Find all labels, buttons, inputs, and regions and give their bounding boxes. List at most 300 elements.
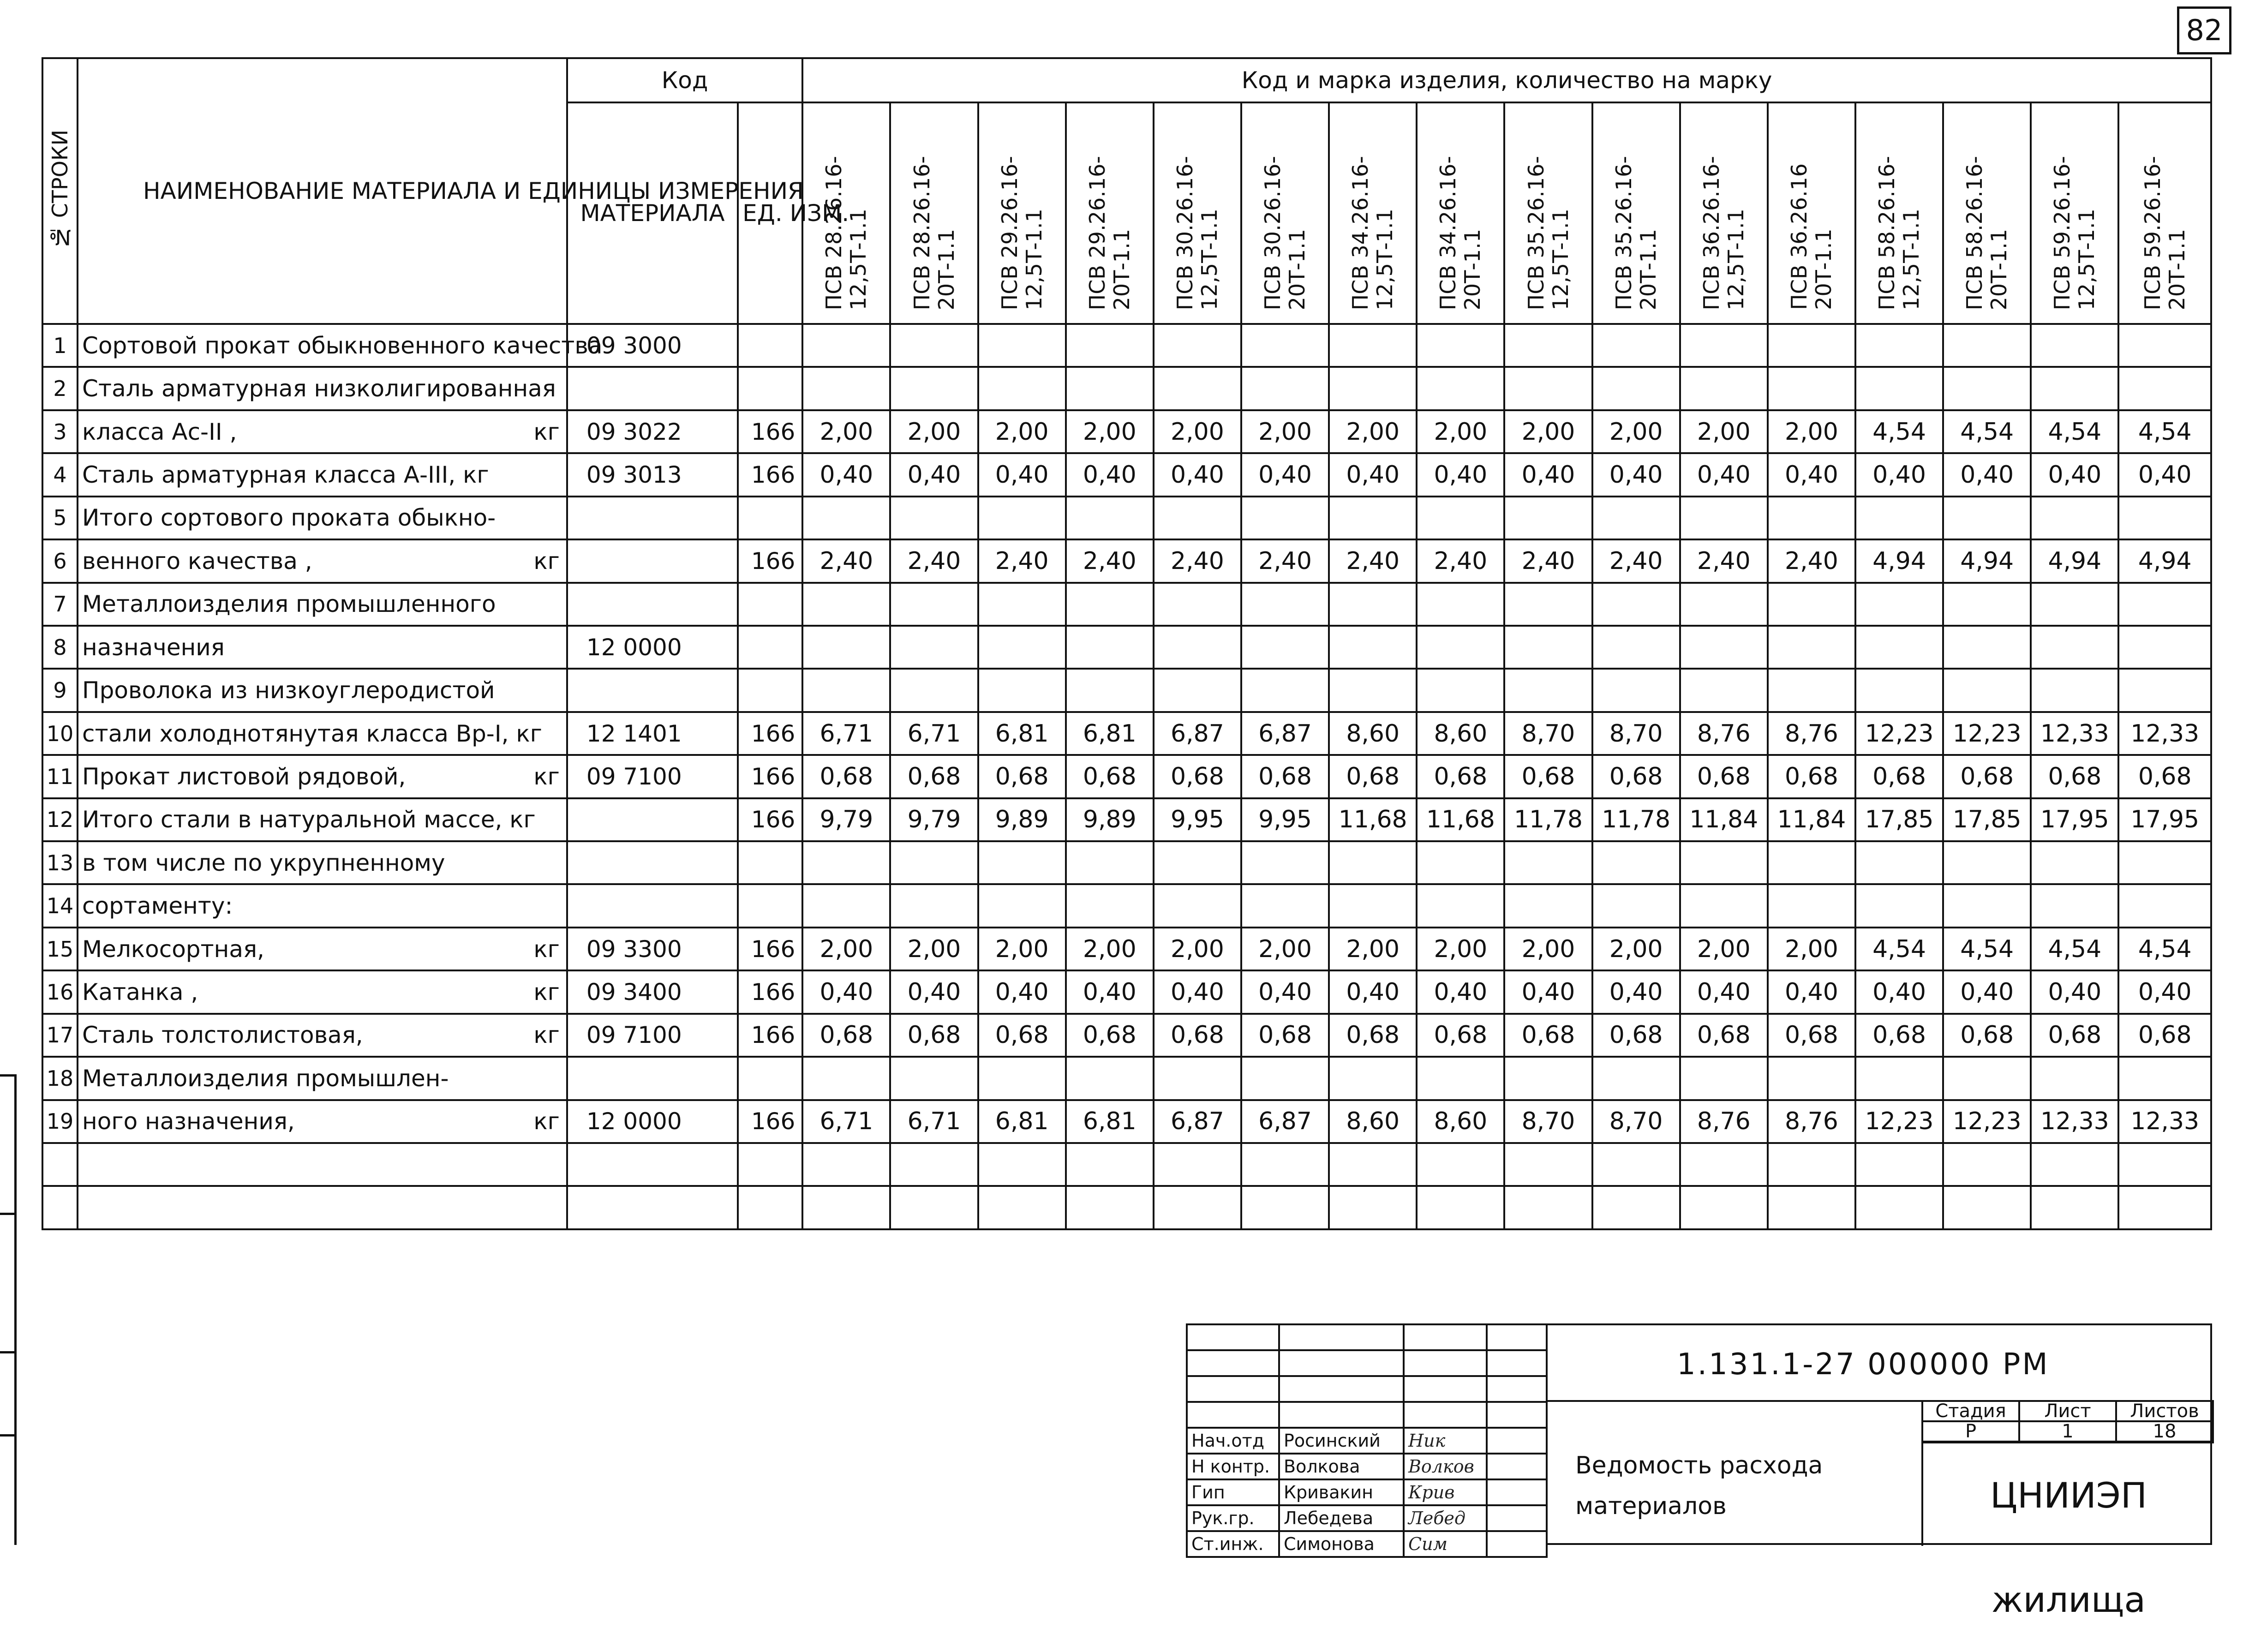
material-name: ного назначения, — [82, 1108, 295, 1135]
quantity-cell — [1592, 669, 1680, 712]
quantity-cell — [1504, 497, 1592, 539]
sheet-label: Лист — [2019, 1401, 2116, 1421]
quantity-cell — [1504, 1143, 1592, 1186]
blank-cell — [1487, 1350, 1547, 1376]
quantity-cell — [1241, 1186, 1329, 1229]
quantity-cell: 0,68 — [1768, 1014, 1855, 1057]
material-name: Сталь арматурная низколигированная — [82, 375, 556, 402]
material-name: в том числе по укрупненному — [82, 849, 445, 876]
quantity-cell — [1504, 669, 1592, 712]
table-row — [42, 798, 2211, 841]
header-product-mark-label: ПСВ 59.26.16- 12,5Т-1.1 — [2050, 156, 2099, 310]
quantity-cell — [1592, 324, 1680, 367]
quantity-cell — [1066, 1143, 1154, 1186]
quantity-cell: 2,00 — [1592, 928, 1680, 970]
material-name: Итого стали в натуральной массе, кг — [82, 806, 536, 833]
material-name-cell — [78, 410, 567, 453]
quantity-cell — [802, 884, 890, 927]
quantity-cell — [2031, 1186, 2118, 1229]
quantity-cell — [1592, 1143, 1680, 1186]
material-code: 12 0000 — [567, 626, 738, 669]
unit-code: 166 — [738, 539, 802, 582]
material-unit-label: кг — [533, 979, 560, 1006]
blank-cell — [1279, 1376, 1404, 1402]
quantity-cell — [890, 626, 978, 669]
signatory-name: Симонова — [1279, 1531, 1404, 1557]
unit-code — [738, 324, 802, 367]
quantity-cell: 12,23 — [1943, 712, 2031, 755]
blank-cell — [1187, 1402, 1279, 1428]
row-number: 10 — [42, 712, 78, 755]
unit-code: 166 — [738, 755, 802, 798]
table-row — [42, 841, 2211, 884]
table-row — [42, 583, 2211, 626]
quantity-cell: 8,60 — [1417, 1100, 1504, 1143]
blank-cell — [1404, 1350, 1487, 1376]
quantity-cell: 8,76 — [1768, 1100, 1855, 1143]
material-code: 09 3000 — [567, 324, 738, 367]
quantity-cell: 4,54 — [1855, 410, 1943, 453]
quantity-cell — [1504, 884, 1592, 927]
unit-code: 166 — [738, 1014, 802, 1057]
quantity-cell — [1241, 884, 1329, 927]
quantity-cell: 6,81 — [1066, 1100, 1154, 1143]
quantity-cell: 2,00 — [1417, 928, 1504, 970]
quantity-cell: 4,94 — [1943, 539, 2031, 582]
quantity-cell — [2118, 367, 2211, 410]
quantity-cell — [978, 1143, 1066, 1186]
quantity-cell: 2,00 — [1241, 928, 1329, 970]
material-unit-label: кг — [533, 763, 560, 790]
quantity-cell — [1417, 626, 1504, 669]
material-name-cell — [78, 583, 567, 626]
quantity-cell — [1329, 1143, 1417, 1186]
header-product-mark — [1943, 102, 2031, 324]
quantity-cell: 8,60 — [1417, 712, 1504, 755]
quantity-cell: 0,40 — [802, 453, 890, 496]
sheet-value: 1 — [2019, 1421, 2116, 1442]
signature-row — [1187, 1479, 1547, 1505]
quantity-cell — [1768, 367, 1855, 410]
quantity-cell — [1855, 626, 1943, 669]
quantity-cell — [1943, 626, 2031, 669]
material-code — [567, 884, 738, 927]
quantity-cell: 0,68 — [1241, 755, 1329, 798]
row-number: 15 — [42, 928, 78, 970]
row-number: 19 — [42, 1100, 78, 1143]
material-unit-label: кг — [533, 418, 560, 445]
quantity-cell: 0,40 — [2118, 970, 2211, 1013]
quantity-cell: 2,00 — [1768, 928, 1855, 970]
quantity-cell: 0,68 — [1329, 1014, 1417, 1057]
table-row — [42, 453, 2211, 496]
quantity-cell — [1504, 367, 1592, 410]
quantity-cell — [1241, 669, 1329, 712]
quantity-cell — [1943, 324, 2031, 367]
quantity-cell — [2031, 324, 2118, 367]
quantity-cell — [1592, 1057, 1680, 1100]
quantity-cell — [1417, 1057, 1504, 1100]
material-code: 09 7100 — [567, 755, 738, 798]
quantity-cell: 6,87 — [1241, 1100, 1329, 1143]
quantity-cell — [978, 669, 1066, 712]
quantity-cell: 0,68 — [1680, 755, 1768, 798]
table-row — [42, 1057, 2211, 1100]
unit-code: 166 — [738, 970, 802, 1013]
table-row — [42, 970, 2211, 1013]
quantity-cell — [1417, 583, 1504, 626]
material-name: сортаменту: — [82, 892, 233, 920]
quantity-cell — [1329, 324, 1417, 367]
quantity-cell: 0,40 — [1066, 453, 1154, 496]
quantity-cell: 17,95 — [2118, 798, 2211, 841]
quantity-cell: 8,70 — [1592, 712, 1680, 755]
binding-line — [0, 1351, 17, 1353]
row-number: 9 — [42, 669, 78, 712]
quantity-cell: 0,40 — [1592, 453, 1680, 496]
quantity-cell — [1680, 626, 1768, 669]
quantity-cell: 0,40 — [1943, 970, 2031, 1013]
quantity-cell: 2,40 — [1329, 539, 1417, 582]
quantity-cell — [1154, 1057, 1241, 1100]
quantity-cell — [2118, 324, 2211, 367]
row-number: 3 — [42, 410, 78, 453]
quantity-cell: 0,40 — [890, 970, 978, 1013]
quantity-cell — [1241, 1057, 1329, 1100]
header-product-mark-label: ПСВ 36.26.16 20Т-1.1 — [1787, 163, 1836, 310]
quantity-cell — [1680, 1143, 1768, 1186]
quantity-cell — [2031, 583, 2118, 626]
quantity-cell — [1066, 497, 1154, 539]
quantity-cell: 2,40 — [1241, 539, 1329, 582]
material-name: Катанка , — [82, 979, 198, 1006]
binding-margin — [0, 1074, 17, 1545]
quantity-cell — [1154, 1143, 1241, 1186]
quantity-cell: 6,71 — [802, 1100, 890, 1143]
unit-code: 166 — [738, 410, 802, 453]
unit-code — [738, 626, 802, 669]
quantity-cell: 4,94 — [2118, 539, 2211, 582]
quantity-cell — [1504, 324, 1592, 367]
quantity-cell — [1329, 1057, 1417, 1100]
row-number: 11 — [42, 755, 78, 798]
header-product-mark-label: ПСВ 28.26.16- 20Т-1.1 — [909, 156, 959, 310]
material-unit-label: кг — [533, 547, 560, 575]
quantity-cell — [1066, 626, 1154, 669]
blank-cell — [1487, 1324, 1547, 1350]
quantity-cell — [1241, 841, 1329, 884]
quantity-cell: 6,81 — [978, 712, 1066, 755]
stage-label: Стадия — [1922, 1401, 2019, 1421]
quantity-cell — [890, 841, 978, 884]
quantity-cell — [1066, 324, 1154, 367]
material-name-cell — [78, 669, 567, 712]
quantity-cell — [2118, 626, 2211, 669]
header-product-mark-label: ПСВ 58.26.16- 20Т-1.1 — [1962, 156, 2012, 310]
quantity-cell: 2,00 — [1680, 410, 1768, 453]
title-block-main — [1546, 1323, 2212, 1620]
material-name-cell — [78, 367, 567, 410]
row-number: 13 — [42, 841, 78, 884]
quantity-cell: 0,40 — [978, 453, 1066, 496]
material-unit-label: кг — [533, 1108, 560, 1135]
quantity-cell — [802, 1057, 890, 1100]
material-name: Прокат листовой рядовой, — [82, 763, 406, 790]
quantity-cell: 12,33 — [2031, 1100, 2118, 1143]
quantity-cell: 4,94 — [1855, 539, 1943, 582]
table-row — [42, 712, 2211, 755]
row-number: 17 — [42, 1014, 78, 1057]
material-code — [567, 367, 738, 410]
signatory-role: Ст.инж. — [1187, 1531, 1279, 1557]
stage-value: Р — [1922, 1421, 2019, 1442]
quantity-cell: 0,40 — [1504, 453, 1592, 496]
quantity-cell — [1592, 367, 1680, 410]
quantity-cell — [1066, 841, 1154, 884]
quantity-cell: 11,78 — [1592, 798, 1680, 841]
quantity-cell — [978, 1186, 1066, 1229]
quantity-cell — [1855, 1057, 1943, 1100]
header-code-group: Код — [567, 58, 802, 102]
quantity-cell — [1943, 841, 2031, 884]
quantity-cell — [2118, 669, 2211, 712]
quantity-cell: 0,68 — [1241, 1014, 1329, 1057]
quantity-cell — [1066, 669, 1154, 712]
material-name-cell — [78, 884, 567, 927]
header-product-mark — [1592, 102, 1680, 324]
organization-name: ЦНИИЭП жилища — [1921, 1442, 2214, 1546]
row-number: 6 — [42, 539, 78, 582]
quantity-cell: 2,00 — [1066, 928, 1154, 970]
quantity-cell: 11,84 — [1680, 798, 1768, 841]
material-code — [567, 841, 738, 884]
quantity-cell — [1680, 367, 1768, 410]
quantity-cell — [2118, 497, 2211, 539]
quantity-cell: 0,68 — [1154, 1014, 1241, 1057]
signature-blank-row — [1187, 1376, 1547, 1402]
signature-row — [1187, 1531, 1547, 1557]
quantity-cell: 6,87 — [1241, 712, 1329, 755]
header-product-mark — [1329, 102, 1417, 324]
signatory-role: Н контр. — [1187, 1454, 1279, 1479]
quantity-cell — [1943, 669, 2031, 712]
quantity-cell — [1855, 497, 1943, 539]
quantity-cell: 0,40 — [1855, 453, 1943, 496]
quantity-cell: 0,68 — [1504, 1014, 1592, 1057]
quantity-cell — [1680, 324, 1768, 367]
row-number: 5 — [42, 497, 78, 539]
blank-cell — [1404, 1402, 1487, 1428]
quantity-cell — [1066, 1057, 1154, 1100]
quantity-cell: 6,71 — [890, 1100, 978, 1143]
quantity-cell: 4,54 — [1943, 928, 2031, 970]
quantity-cell — [1855, 324, 1943, 367]
row-number: 2 — [42, 367, 78, 410]
quantity-cell: 0,68 — [1592, 1014, 1680, 1057]
quantity-cell: 8,70 — [1504, 712, 1592, 755]
material-name: Сортовой прокат обыкновенного качества — [82, 332, 603, 359]
quantity-cell — [802, 841, 890, 884]
signatory-name: Волкова — [1279, 1454, 1404, 1479]
quantity-cell: 8,76 — [1680, 1100, 1768, 1143]
quantity-cell: 11,84 — [1768, 798, 1855, 841]
header-product-mark-label: ПСВ 35.26.16- 12,5Т-1.1 — [1523, 156, 1573, 310]
unit-code: 166 — [738, 798, 802, 841]
quantity-cell: 12,23 — [1943, 1100, 2031, 1143]
header-name: НАИМЕНОВАНИЕ МАТЕРИАЛА И ЕДИНИЦЫ ИЗМЕРЕНИЯ — [78, 58, 567, 324]
material-name: Сталь толстолистовая, — [82, 1022, 363, 1049]
quantity-cell — [802, 367, 890, 410]
quantity-cell: 0,68 — [890, 755, 978, 798]
date-cell — [1487, 1505, 1547, 1531]
quantity-cell: 11,78 — [1504, 798, 1592, 841]
material-code — [567, 1143, 738, 1186]
signature: Лебед — [1404, 1505, 1487, 1531]
quantity-cell — [1066, 583, 1154, 626]
header-product-mark-label: ПСВ 29.26.16- 12,5Т-1.1 — [997, 156, 1047, 310]
quantity-cell: 8,70 — [1504, 1100, 1592, 1143]
quantity-cell: 0,68 — [1329, 755, 1417, 798]
quantity-cell — [1504, 583, 1592, 626]
quantity-cell: 17,85 — [1855, 798, 1943, 841]
material-name-cell — [78, 539, 567, 582]
quantity-cell — [1943, 497, 2031, 539]
quantity-cell: 2,00 — [890, 928, 978, 970]
quantity-cell — [1680, 1186, 1768, 1229]
quantity-cell: 2,40 — [1154, 539, 1241, 582]
blank-cell — [1404, 1376, 1487, 1402]
header-row-number — [42, 58, 78, 324]
signatory-role: Рук.гр. — [1187, 1505, 1279, 1531]
quantity-cell — [1768, 884, 1855, 927]
material-name: стали холоднотянутая класса Вр-I, кг — [82, 720, 542, 747]
unit-code: 166 — [738, 1100, 802, 1143]
quantity-cell: 2,00 — [1154, 410, 1241, 453]
quantity-cell — [1943, 367, 2031, 410]
quantity-cell: 2,00 — [1066, 410, 1154, 453]
quantity-cell: 0,68 — [2031, 755, 2118, 798]
quantity-cell: 8,60 — [1329, 1100, 1417, 1143]
quantity-cell: 6,81 — [1066, 712, 1154, 755]
quantity-cell: 4,94 — [2031, 539, 2118, 582]
quantity-cell: 12,33 — [2031, 712, 2118, 755]
quantity-cell — [1329, 669, 1417, 712]
quantity-cell — [1417, 884, 1504, 927]
quantity-cell: 12,23 — [1855, 1100, 1943, 1143]
material-name: Мелкосортная, — [82, 935, 264, 963]
quantity-cell — [1154, 1186, 1241, 1229]
material-code: 09 3022 — [567, 410, 738, 453]
quantity-cell: 2,40 — [1066, 539, 1154, 582]
quantity-cell: 0,40 — [890, 453, 978, 496]
quantity-cell: 2,40 — [802, 539, 890, 582]
quantity-cell: 0,68 — [1943, 1014, 2031, 1057]
unit-code — [738, 669, 802, 712]
quantity-cell: 0,40 — [1241, 453, 1329, 496]
quantity-cell — [978, 583, 1066, 626]
quantity-cell — [1592, 1186, 1680, 1229]
quantity-cell: 0,68 — [1855, 755, 1943, 798]
quantity-cell — [2031, 1143, 2118, 1186]
header-product-mark-label: ПСВ 30.26.16- 20Т-1.1 — [1260, 156, 1310, 310]
material-name: Сталь арматурная класса А-III, кг — [82, 461, 489, 488]
quantity-cell — [1329, 841, 1417, 884]
quantity-cell: 2,40 — [1592, 539, 1680, 582]
material-name: Проволока из низкоуглеродистой — [82, 677, 495, 704]
date-cell — [1487, 1454, 1547, 1479]
quantity-cell: 4,54 — [1855, 928, 1943, 970]
quantity-cell: 4,54 — [2031, 410, 2118, 453]
quantity-cell: 9,89 — [978, 798, 1066, 841]
material-code — [567, 583, 738, 626]
quantity-cell — [1768, 497, 1855, 539]
quantity-cell — [1592, 583, 1680, 626]
quantity-cell — [802, 626, 890, 669]
row-number: 14 — [42, 884, 78, 927]
quantity-cell: 2,00 — [1329, 928, 1417, 970]
quantity-cell — [1504, 626, 1592, 669]
quantity-cell: 2,40 — [1680, 539, 1768, 582]
blank-cell — [1187, 1324, 1279, 1350]
blank-cell — [1187, 1376, 1279, 1402]
quantity-cell: 2,00 — [1504, 928, 1592, 970]
material-code: 09 3400 — [567, 970, 738, 1013]
quantity-cell — [1943, 583, 2031, 626]
material-name-cell — [78, 1014, 567, 1057]
quantity-cell — [802, 1143, 890, 1186]
quantity-cell — [1768, 1143, 1855, 1186]
quantity-cell: 0,40 — [802, 970, 890, 1013]
quantity-cell — [1768, 626, 1855, 669]
material-code — [567, 669, 738, 712]
material-name-cell — [78, 1057, 567, 1100]
quantity-cell — [1241, 583, 1329, 626]
material-name: Металлоизделия промышлен- — [82, 1065, 449, 1092]
quantity-cell — [1680, 1057, 1768, 1100]
quantity-cell — [802, 669, 890, 712]
document-code: 1.131.1-27 000000 РМ — [1677, 1347, 2050, 1382]
quantity-cell: 0,68 — [2118, 755, 2211, 798]
unit-code — [738, 1186, 802, 1229]
quantity-cell: 0,68 — [978, 1014, 1066, 1057]
quantity-cell: 6,71 — [890, 712, 978, 755]
table-row — [42, 669, 2211, 712]
quantity-cell — [1592, 497, 1680, 539]
material-name-cell — [78, 497, 567, 539]
material-name-cell — [78, 755, 567, 798]
quantity-cell — [1417, 669, 1504, 712]
quantity-cell: 2,40 — [1417, 539, 1504, 582]
quantity-cell: 0,40 — [2118, 453, 2211, 496]
quantity-cell: 2,00 — [802, 410, 890, 453]
quantity-cell: 2,00 — [1329, 410, 1417, 453]
quantity-cell: 6,87 — [1154, 712, 1241, 755]
quantity-cell — [1943, 884, 2031, 927]
quantity-cell: 8,76 — [1680, 712, 1768, 755]
material-name-cell — [78, 1186, 567, 1229]
quantity-cell — [1768, 1057, 1855, 1100]
quantity-cell: 0,40 — [1855, 970, 1943, 1013]
material-name: назначения — [82, 634, 225, 661]
quantity-cell: 4,54 — [2118, 928, 2211, 970]
quantity-cell — [1154, 497, 1241, 539]
material-name-cell — [78, 798, 567, 841]
quantity-cell: 0,40 — [1154, 453, 1241, 496]
quantity-cell: 0,40 — [1154, 970, 1241, 1013]
signatory-name: Кривакин — [1279, 1479, 1404, 1505]
signature: Ник — [1404, 1428, 1487, 1454]
table-row — [42, 367, 2211, 410]
